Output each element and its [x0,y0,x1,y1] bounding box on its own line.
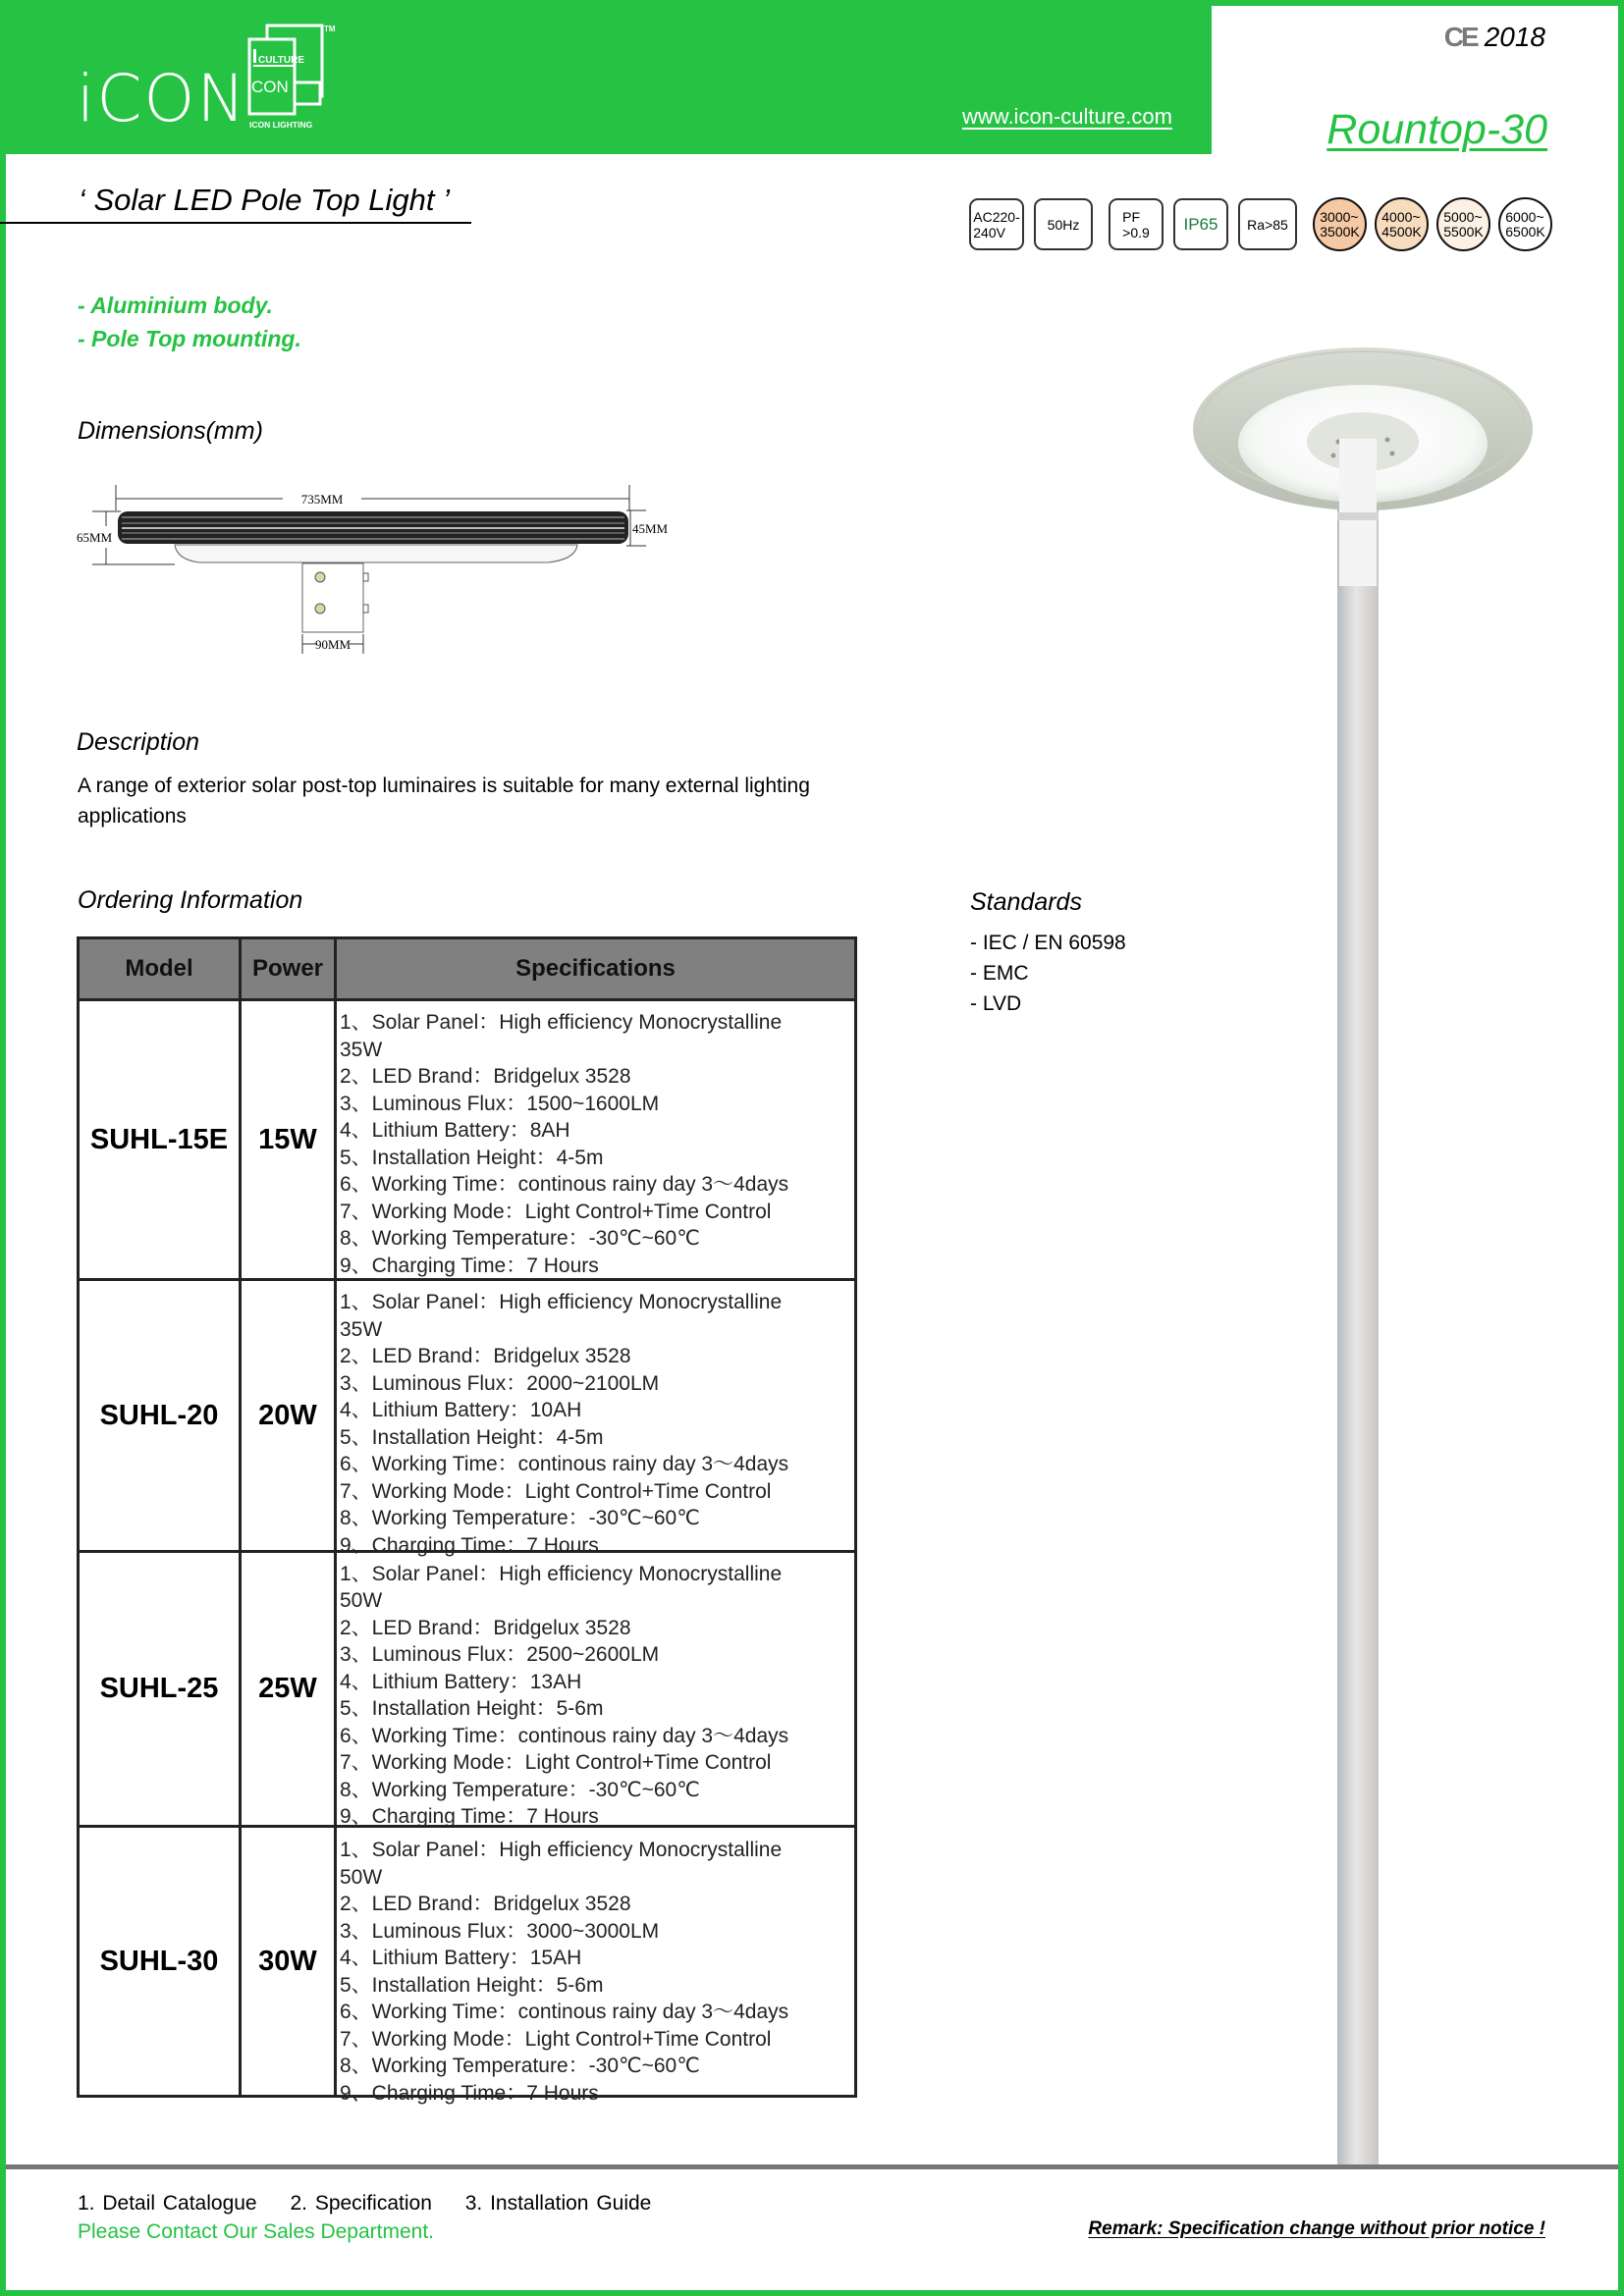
specifications-cell [336,1827,856,2105]
spec-line: 4、Lithium Battery：13AH [340,1670,582,1693]
spec-line: 8、Working Temperature：-30℃~60℃ [340,1507,700,1529]
pole-bracket [302,563,363,632]
total-height-label: 65MM [77,530,113,545]
remark-note: Remark: Specification change without prior notice ! [1088,2218,1545,2239]
badge-text: 240V [973,224,1005,240]
bracket-width-label: 90MM [314,637,352,652]
product-photo [1186,346,1540,2166]
standards-heading: Standards [970,888,1082,916]
specifications-cell [336,1000,856,1280]
power-cell: 25W [241,1552,336,1827]
contact-note: Please Contact Our Sales Department. [78,2220,435,2243]
dimension-drawing [77,471,685,658]
table-row [79,1000,856,1280]
cct-badge-6000k [1498,197,1552,251]
table-row [79,1552,856,1827]
spec-line: 8、Working Temperature：-30℃~60℃ [340,2055,700,2077]
badge-text: 5500K [1443,223,1484,240]
spec-line: 1、Solar Panel：High efficiency Monocrystalline [340,1011,783,1034]
spec-line: 7、Working Mode：Light Control+Time Control [340,2027,772,2051]
logo-con-text: CON [251,78,289,96]
trademark-symbol: TM [324,25,336,33]
cct-badge-3000k [1313,197,1367,251]
installation-guide-link[interactable]: 3. Installation Guide [464,2192,652,2215]
spec-line: 1、Solar Panel：High efficiency Monocrystalline [340,1839,783,1861]
spec-line: 50W [340,1865,383,1889]
badge-text: 50Hz [1047,216,1080,233]
spec-line: 4、Lithium Battery：10AH [340,1399,582,1421]
cct-badge-5000k [1436,197,1490,251]
body-height-label: 45MM [632,521,669,536]
spec-line: 7、Working Mode：Light Control+Time Control [340,1751,772,1774]
cct-badge-4000k [1375,197,1429,251]
product-model-name: Rountop-30 [1326,106,1547,153]
badge-text: IP65 [1183,214,1218,234]
power-factor-badge [1109,198,1164,250]
specifications-cell [336,1552,856,1827]
badge-text: >0.9 [1122,224,1150,240]
badge-text: 6000~ [1505,208,1544,225]
voltage-badge [969,198,1024,250]
spec-line: 8、Working Temperature：-30℃~60℃ [340,1778,700,1801]
logo-caption: ICON LIGHTING [249,120,313,130]
spec-line: 5、Installation Height：4-5m [340,1146,604,1169]
page-border-bottom [0,2290,1624,2296]
ordering-heading: Ordering Information [78,886,303,914]
document-links [78,2192,677,2216]
standards-list [970,928,1126,1019]
standard-item: - EMC [970,962,1029,985]
badge-text: AC220- [973,208,1020,225]
spec-line: 5、Installation Height：5-6m [340,1697,604,1720]
spec-badges [969,197,1560,251]
badge-text: PF [1122,208,1141,225]
column-header-model: Model [79,938,241,1000]
description-text: A range of exterior solar post-top luminaires is suitable for many external lighting applications [78,774,810,828]
power-cell: 15W [241,1000,336,1280]
badge-text: 5000~ [1443,208,1483,225]
model-cell: SUHL-25 [79,1552,241,1827]
product-title: ‘ Solar LED Pole Top Light ’ [79,183,450,217]
feature-list [78,289,301,355]
specifications-cell [336,1280,856,1557]
catalogue-year: 2018 [1484,22,1545,52]
table-header-row [79,938,856,1000]
spec-line: 2、LED Brand：Bridgelux 3528 [340,1065,631,1088]
ordering-table [77,936,857,2105]
description-heading: Description [77,728,200,756]
spec-line: 4、Lithium Battery：15AH [340,1947,582,1969]
standard-item: - IEC / EN 60598 [970,932,1126,954]
spec-line: 7、Working Mode：Light Control+Time Control [340,1200,772,1223]
frequency-badge [1034,198,1093,250]
spec-line: 9、Charging Time：7 Hours [340,1805,599,1828]
page-border-top [1212,0,1624,6]
badge-text: 4000~ [1381,208,1421,225]
pole [1337,503,1379,2166]
spec-line: 3、Luminous Flux：2000~2100LM [340,1371,660,1395]
logo-culture-text: CULTURE [258,55,305,66]
feature-item: - Pole Top mounting. [78,326,301,351]
spec-line: 6、Working Time：continous rainy day 3～4days [340,1724,789,1747]
spec-line: 3、Luminous Flux：1500~1600LM [340,1092,660,1115]
model-cell: SUHL-30 [79,1827,241,2097]
spec-line: 6、Working Time：continous rainy day 3～4days [340,1453,789,1475]
feature-item: - Aluminium body. [78,293,273,318]
badge-text: Ra>85 [1247,216,1288,233]
spec-line: 5、Installation Height：4-5m [340,1425,604,1449]
spec-line: 6、Working Time：continous rainy day 3～4days [340,2001,789,2023]
icon-lighting-logo [245,22,340,132]
cri-badge [1238,198,1297,250]
column-header-power: Power [241,938,336,1000]
diffuser [175,545,577,562]
spec-line: 50W [340,1589,383,1612]
spec-line: 9、Charging Time：7 Hours [340,1254,599,1277]
table-row [79,1280,856,1552]
power-cell: 30W [241,1827,336,2097]
model-cell: SUHL-15E [79,1000,241,1280]
spec-line: 2、LED Brand：Bridgelux 3528 [340,1616,631,1639]
model-cell: SUHL-20 [79,1280,241,1552]
spec-line: 8、Working Temperature：-30℃~60℃ [340,1227,700,1250]
ce-mark-icon: CE [1443,22,1477,52]
ip-rating-badge [1173,198,1228,250]
diameter-label: 735MM [300,492,344,507]
page-border-right [1618,0,1624,2296]
spec-line: 1、Solar Panel：High efficiency Monocrystalline [340,1562,783,1585]
spec-line: 2、LED Brand：Bridgelux 3528 [340,1345,631,1367]
specification-link[interactable]: 2. Specification [290,2192,432,2215]
badge-text: 3000~ [1320,208,1359,225]
spec-line: 35W [340,1317,383,1341]
spec-line: 35W [340,1038,383,1061]
spec-line: 1、Solar Panel：High efficiency Monocrystalline [340,1291,783,1313]
dimensions-heading: Dimensions(mm) [78,417,263,445]
spec-line: 6、Working Time：continous rainy day 3～4days [340,1173,789,1196]
badge-text: 3500K [1320,223,1360,240]
spec-line: 2、LED Brand：Bridgelux 3528 [340,1893,631,1915]
badge-text: 4500K [1381,223,1422,240]
footer-divider [6,2164,1618,2169]
page-border-left [0,0,6,2296]
spec-line: 9、Charging Time：7 Hours [340,1533,599,1557]
spec-line: 7、Working Mode：Light Control+Time Control [340,1479,772,1503]
brand-wordmark: iCON [77,61,247,136]
header-banner [0,0,1212,154]
detail-catalogue-link[interactable]: 1. Detail Catalogue [78,2192,257,2215]
badge-text: 6500K [1505,223,1545,240]
spec-line: 3、Luminous Flux：3000~3000LM [340,1919,660,1943]
website-link[interactable]: www.icon-culture.com [962,104,1172,129]
column-header-specifications: Specifications [336,938,856,1000]
table-row [79,1827,856,2097]
spec-line: 9、Charging Time：7 Hours [340,2081,599,2105]
standard-item: - LVD [970,992,1022,1015]
product-title-bar [0,183,471,224]
spec-line: 5、Installation Height：5-6m [340,1973,604,1997]
certification-year [1444,22,1545,53]
spec-line: 4、Lithium Battery：8AH [340,1119,570,1142]
power-cell: 20W [241,1280,336,1552]
spec-line: 3、Luminous Flux：2500~2600LM [340,1643,660,1666]
